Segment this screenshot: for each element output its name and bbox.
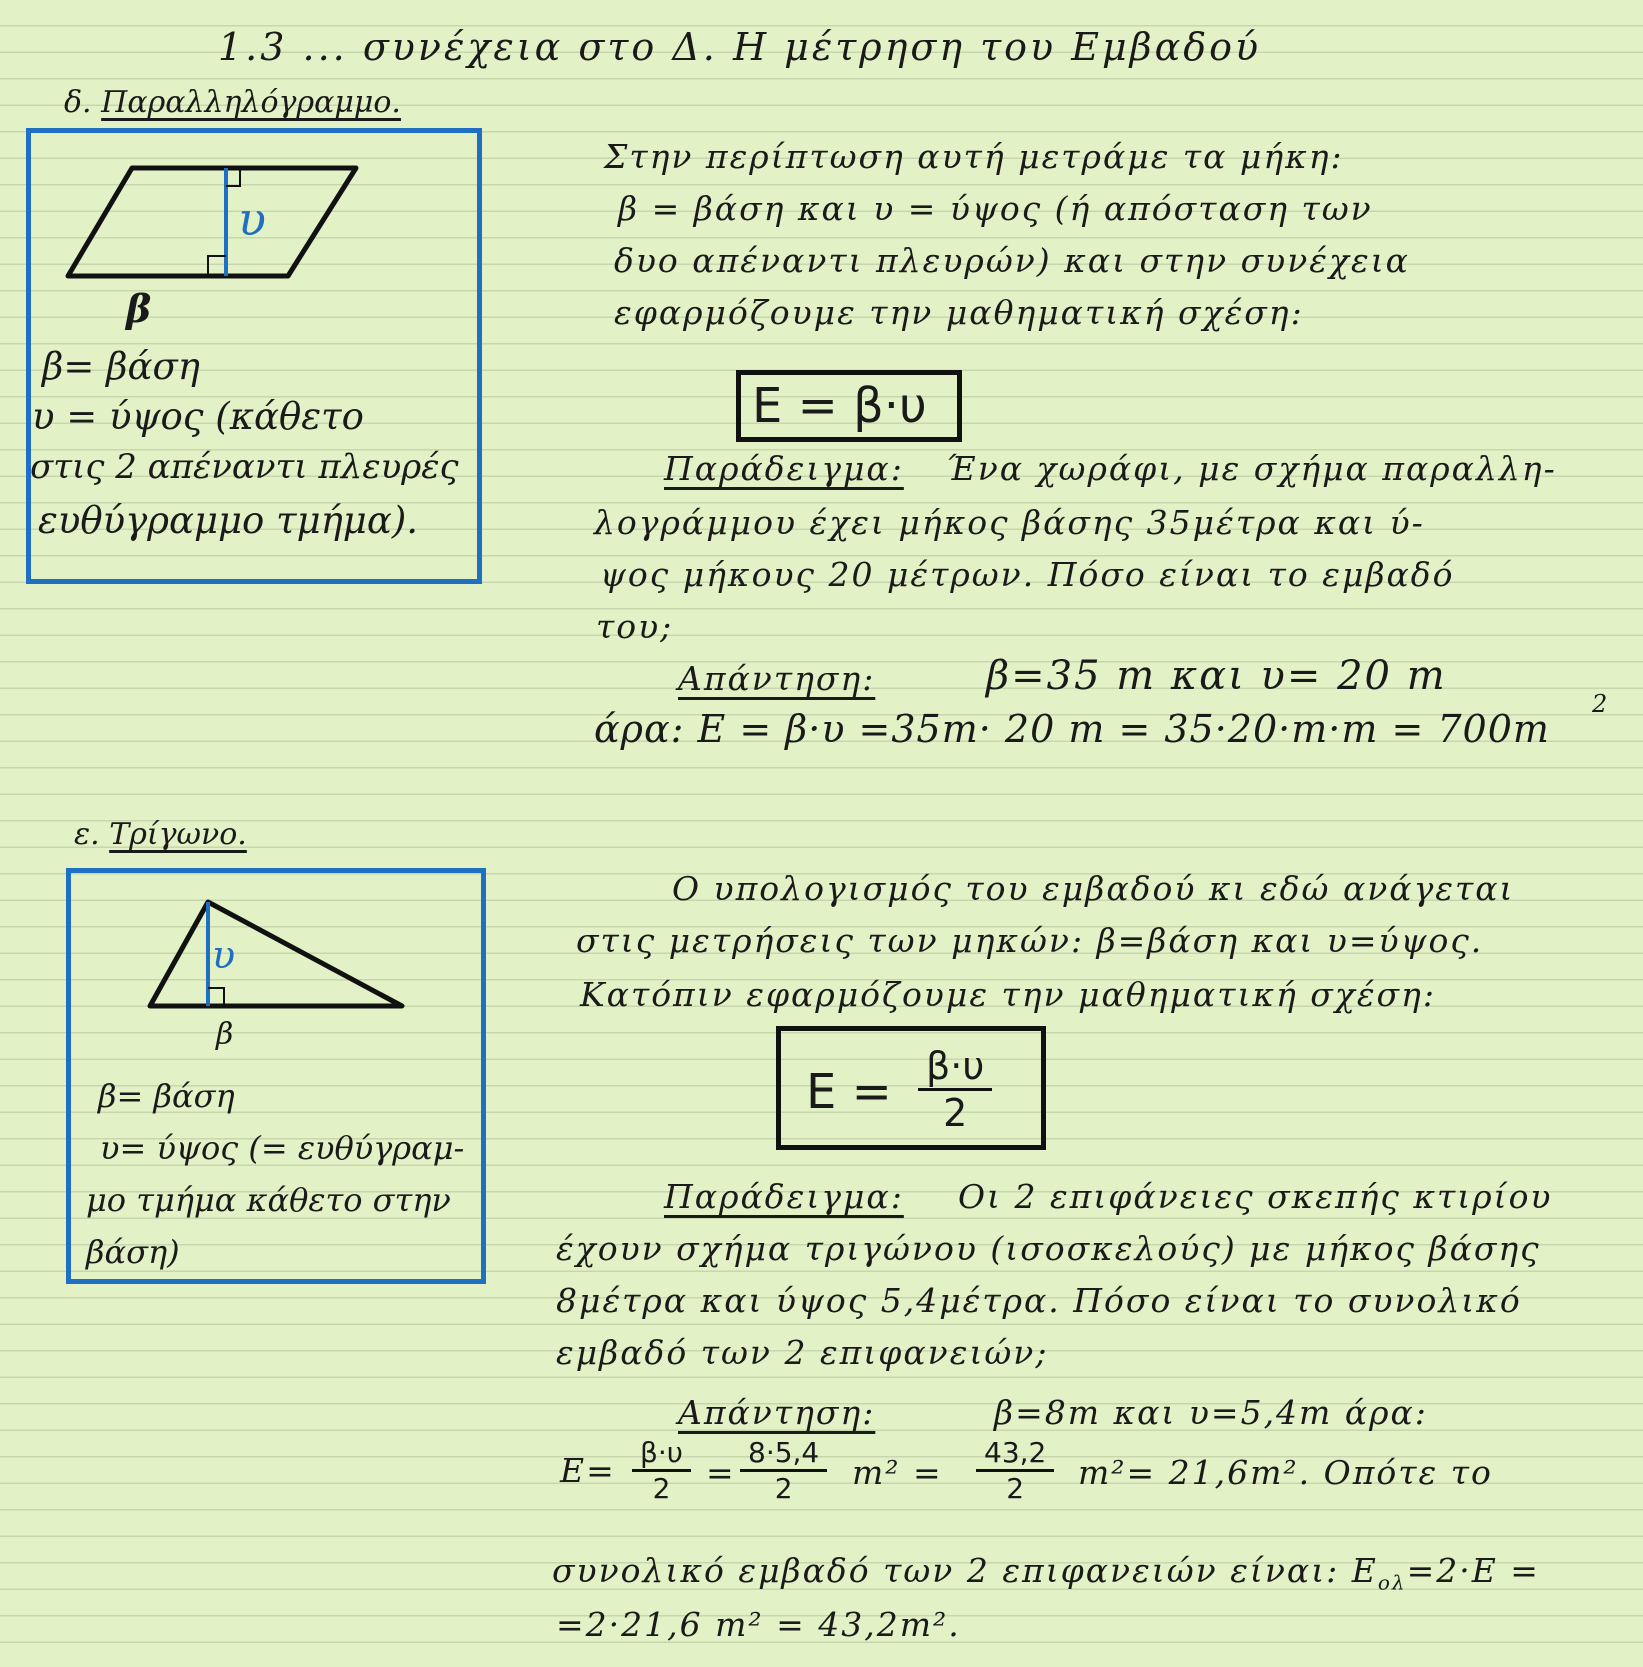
text-line: δυο απέναντι πλευρών) και στην συνέχεια (614, 241, 1410, 280)
note-line: μο τμήμα κάθετο στην (86, 1181, 451, 1219)
height-label: υ (212, 933, 236, 977)
calc-e: Ε= (560, 1451, 616, 1490)
note-line: ευθύγραμμο τμήμα). (38, 499, 419, 542)
formula: Ε = β·υ (752, 378, 927, 434)
answer-label: Απάντηση: (678, 1393, 876, 1432)
note-line: βάση) (86, 1233, 180, 1271)
text-line: στις μετρήσεις των μηκών: β=βάση και υ=ύψος. (576, 921, 1484, 960)
formula-fraction (918, 1044, 992, 1135)
calc-fraction: $\frac{8\cdot 5,4}{2}$ (740, 1436, 827, 1505)
answer-calc: άρα: Ε = β·υ =35m· 20 m = 35·20·m·m = 700m (594, 707, 1550, 751)
calc-equals: = (706, 1453, 736, 1492)
section-title: Τρίγωνο. (109, 817, 247, 852)
base-label: β (126, 286, 152, 331)
note-line: β= βάση (98, 1077, 235, 1115)
text-line: Κατόπιν εφαρμόζουμε την μαθηματική σχέση: (580, 975, 1436, 1014)
text-line: εφαρμόζουμε την μαθηματική σχέση: (614, 293, 1304, 332)
total-line: =2·21,6 m² = 43,2m². (556, 1605, 961, 1644)
note-line: β= βάση (42, 345, 200, 388)
example-label: Παράδειγμα: (664, 1177, 904, 1216)
answer-text: β=35 m και υ= 20 m (986, 653, 1447, 699)
answer-text: β=8m και υ=5,4m άρα: (994, 1393, 1428, 1432)
page-title: 1.3 ... συνέχεια στο Δ. Η μέτρηση του Εμβαδού (218, 25, 1262, 69)
formula-denominator: 2 (943, 1091, 968, 1135)
base-label: β (216, 1017, 234, 1052)
formula-lhs: Ε = (806, 1064, 892, 1120)
example-line: εμβαδό των 2 επιφανειών; (556, 1333, 1049, 1372)
section-prefix: δ. (64, 85, 92, 120)
text-line: β = βάση και υ = ύψος (ή απόσταση των (618, 189, 1373, 228)
example-line: του; (596, 607, 674, 646)
section-prefix: ε. (74, 817, 100, 852)
example-line: Ένα χωράφι, με σχήμα παραλλη- (946, 449, 1557, 488)
calc-unit: m² = (852, 1453, 943, 1492)
height-label: υ (238, 192, 266, 246)
note-line: στις 2 απέναντι πλευρές (30, 447, 459, 487)
calc-fraction: $\frac{43,2}{2}$ (976, 1436, 1054, 1505)
calc-rest: m²= 21,6m². Οπότε το (1078, 1453, 1493, 1492)
answer-exponent: 2 (1592, 690, 1608, 718)
calc-fraction: $\frac{\beta\cdot\upsilon}{2}$ (632, 1436, 691, 1505)
note-line: υ= ύψος (= ευθύγραμ- (100, 1129, 465, 1167)
example-line: έχουν σχήμα τριγώνου (ισοσκελούς) με μήκος βάσης (556, 1229, 1541, 1268)
text-line: Ο υπολογισμός του εμβαδού κι εδώ ανάγεται (672, 869, 1515, 908)
example-line: Οι 2 επιφάνειες σκεπής κτιρίου (958, 1177, 1553, 1216)
example-label: Παράδειγμα: (664, 449, 904, 488)
formula-numerator: β·υ (918, 1044, 992, 1091)
example-line: 8μέτρα και ύψος 5,4μέτρα. Πόσο είναι το συνολικό (556, 1281, 1522, 1320)
total-line: συνολικό εμβαδό των 2 επιφανειών είναι: $E_{o\lambda}=2\cdot E$ = (552, 1551, 1540, 1595)
text-line: Στην περίπτωση αυτή μετράμε τα μήκη: (604, 137, 1344, 176)
example-line: λογράμμου έχει μήκος βάσης 35μέτρα και ύ- (594, 503, 1425, 542)
note-line: υ = ύψος (κάθετο (32, 395, 364, 438)
answer-label: Απάντηση: (678, 659, 876, 698)
example-line: ψος μήκους 20 μέτρων. Πόσο είναι το εμβαδό (600, 555, 1455, 594)
section-title: Παραλληλόγραμμο. (101, 85, 401, 120)
